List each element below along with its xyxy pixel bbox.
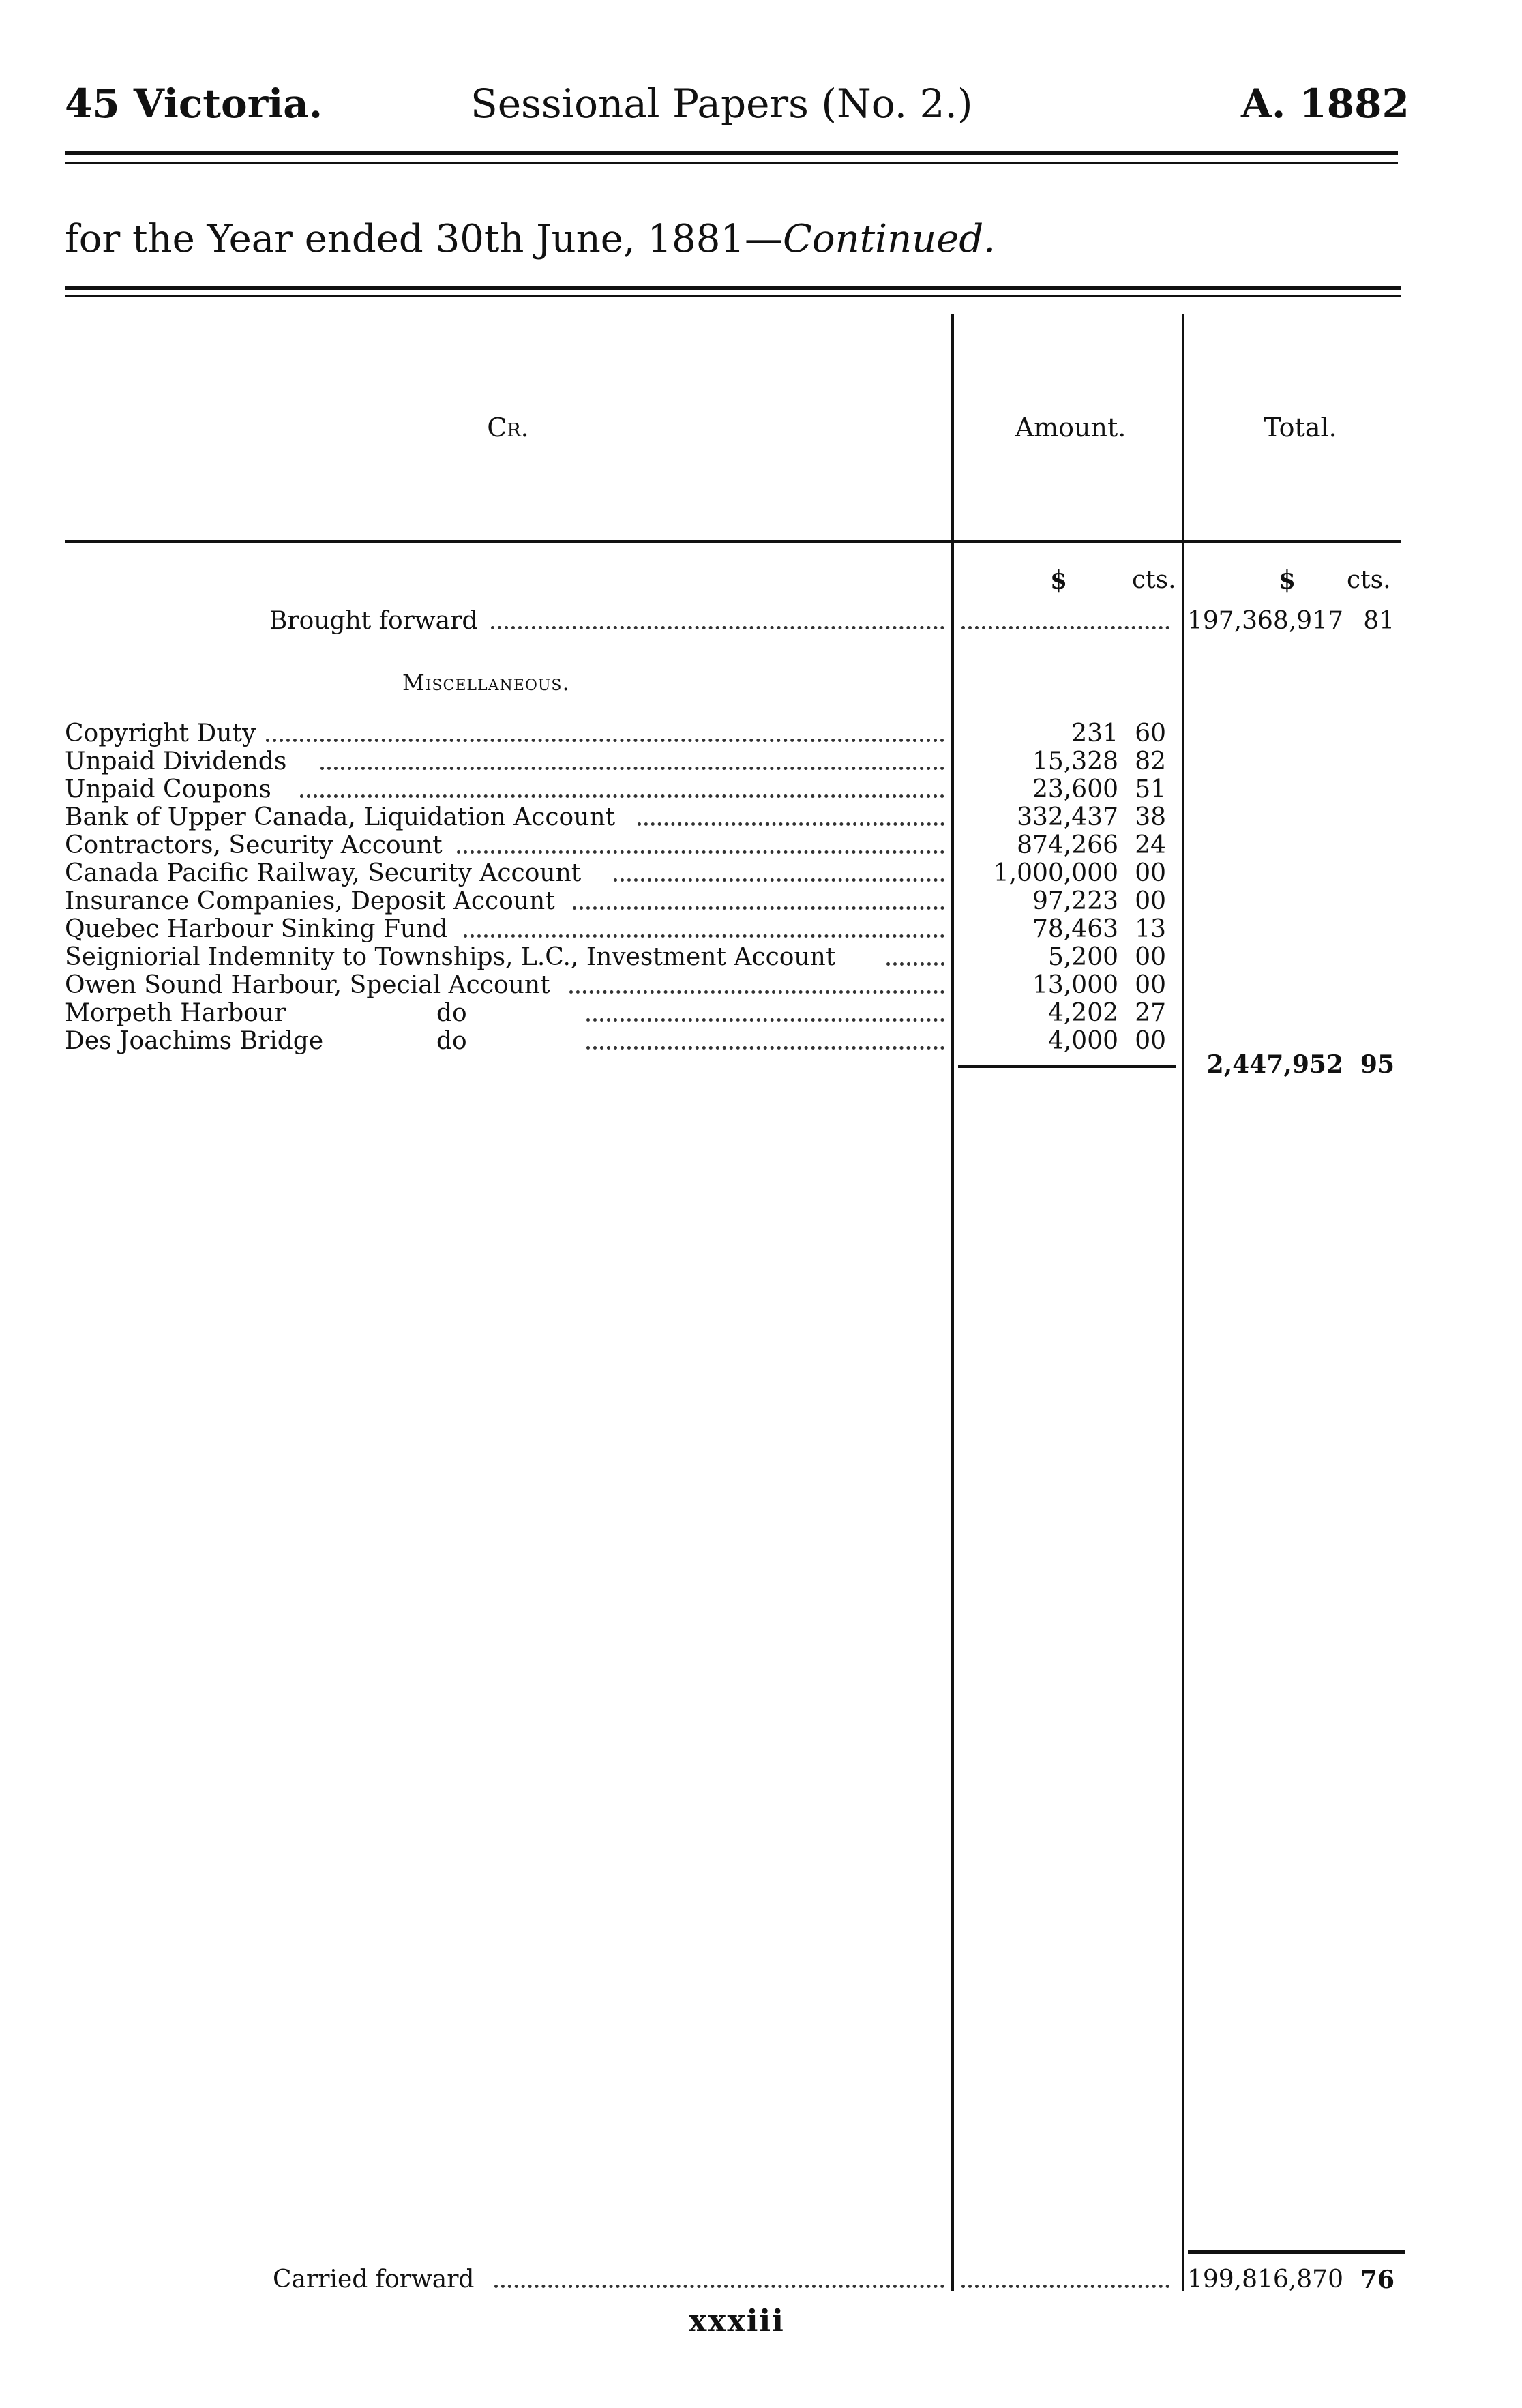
leader-dots [491, 626, 944, 629]
leader-dots [494, 2285, 944, 2288]
carried-forward-total-cents: 76 [1360, 2265, 1394, 2294]
item-cents: 60 [1135, 719, 1166, 747]
list-item [0, 747, 1522, 775]
list-item [0, 999, 1522, 1026]
column-header-amount: Amount. [1015, 413, 1126, 443]
item-dollars: 332,437 [1017, 803, 1118, 831]
list-item [0, 775, 1522, 803]
item-dollars: 4,202 [1047, 999, 1118, 1027]
amount-dollar-unit: $ [1050, 566, 1068, 595]
brought-forward-total-dollars: 197,368,917 [1187, 607, 1343, 635]
total-cents-unit: cts. [1347, 566, 1391, 594]
item-label: Quebec Harbour Sinking Fund [65, 915, 448, 943]
column-header-cr: Cr. [487, 413, 529, 443]
leader-dots [464, 934, 944, 938]
carried-forward-total-dollars: 199,816,870 [1187, 2265, 1343, 2293]
header-rule-top [65, 151, 1398, 155]
item-cents: 00 [1135, 859, 1166, 887]
leader-dots [300, 794, 944, 798]
list-item [0, 803, 1522, 831]
header-left: 45 Victoria. [65, 80, 323, 127]
item-label: Contractors, Security Account [65, 831, 443, 859]
item-cents: 24 [1135, 831, 1166, 859]
item-dollars: 13,000 [1032, 971, 1118, 999]
leader-dots [573, 906, 944, 910]
list-item [0, 859, 1522, 887]
leader-dots [320, 767, 944, 770]
item-label: Morpeth Harbour [65, 999, 286, 1027]
carried-forward-row [0, 2265, 1522, 2293]
item-dollars: 15,328 [1032, 747, 1118, 775]
leader-dots [266, 739, 944, 742]
item-dollars: 231 [1071, 719, 1118, 747]
brought-forward-row [0, 607, 1522, 634]
list-item [0, 915, 1522, 942]
leader-dots [457, 850, 944, 854]
item-label: Seigniorial Indemnity to Townships, L.C., Investment Account [65, 943, 836, 971]
carried-forward-label: Carried forward [273, 2265, 475, 2293]
item-label: Canada Pacific Railway, Security Account [65, 859, 582, 887]
page-subtitle [65, 217, 996, 261]
list-item [0, 943, 1522, 970]
item-cents: 51 [1135, 775, 1166, 803]
item-label: Unpaid Coupons [65, 775, 271, 803]
list-item [0, 831, 1522, 859]
subtitle-main: for the Year ended 30th June, 1881— [65, 217, 784, 261]
item-cents: 27 [1135, 999, 1166, 1027]
column-header-rule [65, 540, 1401, 543]
item-cents: 82 [1135, 747, 1166, 775]
leader-dots [569, 990, 944, 994]
item-cents: 00 [1135, 971, 1166, 999]
item-dollars: 78,463 [1032, 915, 1118, 943]
subtitle-continued: Continued. [783, 217, 996, 261]
item-cents: 00 [1135, 943, 1166, 971]
brought-forward-total-cents: 81 [1363, 607, 1394, 635]
item-cents: 00 [1135, 887, 1166, 915]
header-rule-bottom [65, 162, 1398, 164]
leader-dots [638, 822, 944, 826]
leader-dots [961, 626, 1169, 629]
item-ditto: do [436, 999, 467, 1027]
item-dollars: 97,223 [1032, 887, 1118, 915]
section-total-row [0, 1050, 1522, 1077]
table-rule-top-1 [65, 286, 1401, 290]
brought-forward-label: Brought forward [269, 607, 478, 635]
leader-dots [614, 878, 944, 882]
item-label: Insurance Companies, Deposit Account [65, 887, 555, 915]
amount-cents-unit: cts. [1132, 566, 1176, 594]
item-dollars: 874,266 [1017, 831, 1118, 859]
item-label: Owen Sound Harbour, Special Account [65, 971, 550, 999]
table-rule-top-2 [65, 295, 1401, 297]
leader-dots [586, 1046, 944, 1050]
section-total-dollars: 2,447,952 [1206, 1050, 1343, 1079]
total-dollar-unit: $ [1279, 566, 1296, 595]
item-dollars: 5,200 [1047, 943, 1118, 971]
total-carried-rule [1188, 2250, 1405, 2254]
item-ditto: do [436, 1027, 467, 1055]
header-center: Sessional Papers (No. 2.) [471, 80, 973, 127]
leader-dots [586, 1018, 944, 1022]
item-cents: 13 [1135, 915, 1166, 943]
item-label: Copyright Duty [65, 719, 256, 747]
item-label: Des Joachims Bridge [65, 1027, 324, 1055]
column-header-total: Total. [1264, 413, 1337, 443]
item-dollars: 23,600 [1032, 775, 1118, 803]
item-cents: 38 [1135, 803, 1166, 831]
item-label: Unpaid Dividends [65, 747, 287, 775]
section-heading-miscellaneous: Miscellaneous. [402, 670, 570, 696]
page-number: xxxiii [689, 2304, 785, 2338]
header-right: A. 1882 [1241, 80, 1409, 127]
list-item [0, 719, 1522, 747]
list-item [0, 971, 1522, 998]
leader-dots [961, 2285, 1169, 2288]
item-cents: 00 [1135, 1027, 1166, 1055]
item-dollars: 4,000 [1047, 1027, 1118, 1055]
leader-dots [886, 962, 944, 966]
item-dollars: 1,000,000 [993, 859, 1118, 887]
list-item [0, 887, 1522, 915]
section-total-cents: 95 [1360, 1050, 1394, 1079]
item-label: Bank of Upper Canada, Liquidation Account [65, 803, 616, 831]
